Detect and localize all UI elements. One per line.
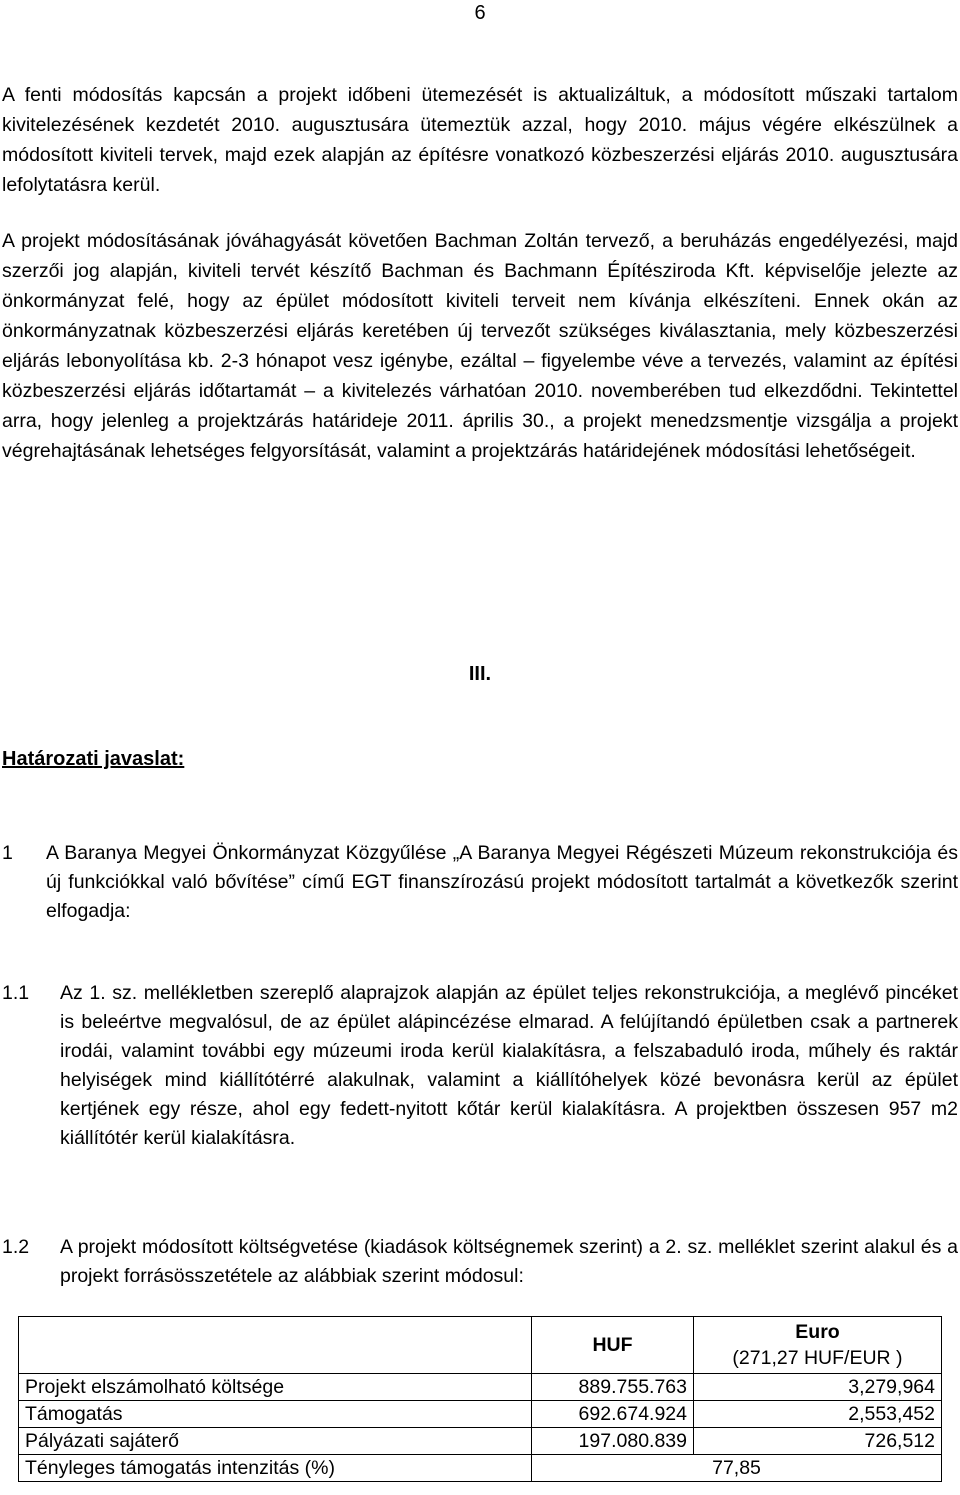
- table-header-huf: HUF: [532, 1317, 694, 1374]
- item-number: 1.1: [2, 982, 30, 1004]
- resolution-item-1-2: [2, 1233, 958, 1291]
- row-label: Projekt elszámolható költsége: [19, 1374, 532, 1401]
- row-label: Tényleges támogatás intenzitás (%): [19, 1455, 532, 1482]
- resolution-heading: Határozati javaslat:: [2, 748, 185, 770]
- item-text: A projekt módosított költségvetése (kiadások költségnemek szerint) a 2. sz. melléklet szerint alakul és a projekt forrásösszetétele az alábbiak szerint módosul:: [60, 1236, 958, 1287]
- row-euro: 3,279,964: [694, 1374, 942, 1401]
- row-euro: 2,553,452: [694, 1401, 942, 1428]
- page-number: 6: [474, 2, 486, 24]
- funding-table: [18, 1316, 942, 1482]
- row-huf: 692.674.924: [532, 1401, 694, 1428]
- table-header-row: [19, 1317, 942, 1374]
- item-text: Az 1. sz. mellékletben szereplő alaprajzok alapján az épület teljes rekonstrukciója, a meglévő pincéket is beleértve megvalósul, de az épület alápincézése elmarad. A felújítandó épületben csak a partnerek irodái, valamint további egy múzeumi iroda kerül kialakításra, a felszabaduló iroda, műhely és raktár helyiségek mind kiállítótérré alakulnak, valamint a kiállítóhelyek közé bevonásra kerül az épület kertjének egy része, ahol egy fedett-nyitott kőtár kerül kialakításra. A projektben összesen 957 m2 kiállítótér kerül kialakításra.: [60, 982, 958, 1149]
- resolution-item-1: [2, 839, 958, 926]
- exchange-rate: (271,27 HUF/EUR ): [732, 1347, 903, 1369]
- paragraph-schedule-update: A fenti módosítás kapcsán a projekt időbeni ütemezését is aktualizáltuk, a módosított műszaki tartalom kivitelezésének kezdetét 2010. augusztusára ütemeztük azzal, hogy 2010. május végére elkészülnek a módosított kiviteli tervek, majd ezek alapján az építésre vonatkozó közbeszerzési eljárás 2010. augusztusára lefolytatásra kerül.: [2, 84, 958, 196]
- section-number: III.: [468, 663, 492, 685]
- row-huf: 889.755.763: [532, 1374, 694, 1401]
- row-huf: 197.080.839: [532, 1428, 694, 1455]
- item-number: 1.2: [2, 1236, 30, 1258]
- table-row-intensity: [19, 1455, 942, 1482]
- item-number: 1: [2, 842, 13, 864]
- table-row: [19, 1428, 942, 1455]
- table-header-empty: [19, 1317, 532, 1374]
- item-text: A Baranya Megyei Önkormányzat Közgyűlése „A Baranya Megyei Régészeti Múzeum rekonstrukciója és új funkciókkal való bővítése” című EGT finanszírozású projekt módosított tartalmát a következők szerint elfogadja:: [46, 842, 958, 922]
- table-header-euro: [694, 1317, 942, 1374]
- row-euro: 726,512: [694, 1428, 942, 1455]
- table-row: [19, 1401, 942, 1428]
- euro-label: Euro: [795, 1321, 840, 1343]
- row-label: Pályázati sajáterő: [19, 1428, 532, 1455]
- row-intensity-value: 77,85: [532, 1455, 942, 1482]
- paragraph-designer-withdrawal: A projekt módosításának jóváhagyását követően Bachman Zoltán tervező, a beruházás engedélyezési, majd szerzői jog alapján, kiviteli tervét készítő Bachman és Bachmann Építésziroda Kft. képviselője jelezte az önkormányzat felé, hogy az épület módosított kiviteli terveit nem kívánja elkészíteni. Ennek okán az önkormányzatnak közbeszerzési eljárás keretében új tervezőt szükséges kiválasztania, mely közbeszerzési eljárás lebonyolítása kb. 2-3 hónapot vesz igénybe, ezáltal – figyelembe véve a tervezés, valamint az építési közbeszerzési eljárás időtartamát – a kivitelezés várhatóan 2010. novemberében tud elkezdődni. Tekintettel arra, hogy jelenleg a projektzárás határideje 2011. április 30., a projekt menedzsmentje vizsgálja a projekt végrehajtásának lehetséges felgyorsítását, valamint a projektzárás határidejének módosítási lehetőségeit.: [2, 230, 958, 462]
- resolution-item-1-1: [2, 979, 958, 1153]
- row-label: Támogatás: [19, 1401, 532, 1428]
- table-row: [19, 1374, 942, 1401]
